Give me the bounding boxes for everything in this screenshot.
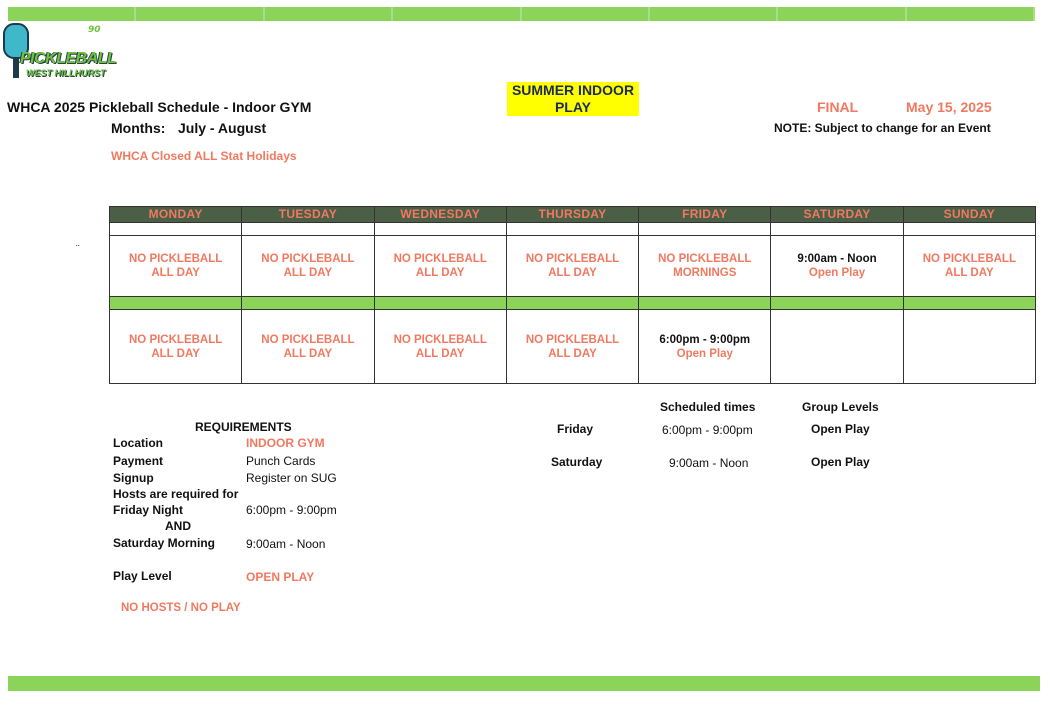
- season-line-1: SUMMER INDOOR: [511, 82, 635, 98]
- saturday-morning-label: Saturday Morning: [113, 536, 216, 550]
- blank-cell: [771, 222, 903, 235]
- no-hosts-note: NO HOSTS / NO PLAY: [121, 602, 241, 614]
- page-title: WHCA 2025 Pickleball Schedule - Indoor GYM: [7, 99, 312, 115]
- schedule-cell: [374, 310, 506, 384]
- schedule-date: May 15, 2025: [906, 99, 992, 115]
- summary-day: Saturday: [551, 455, 603, 469]
- schedule-cell: [506, 235, 638, 296]
- schedule-cell: [110, 310, 242, 384]
- blank-cell: [639, 222, 771, 235]
- cell-line-1: NO PICKLEBALL: [129, 333, 223, 346]
- schedule-cell: [903, 235, 1035, 296]
- hosts-required-label: Hosts are required for: [113, 487, 239, 501]
- weekly-schedule-table: [109, 206, 1036, 384]
- summary-time: 9:00am - Noon: [669, 456, 749, 470]
- blank-cell: [374, 222, 506, 235]
- blank-row: [110, 222, 1036, 235]
- top-green-bar: [8, 7, 1035, 21]
- cell-line-1: NO PICKLEBALL: [525, 253, 620, 265]
- cell-line-2: ALL DAY: [945, 267, 994, 279]
- green-separator-row: [110, 297, 1036, 310]
- play-level-label: Play Level: [113, 569, 172, 583]
- blank-cell: [110, 222, 242, 235]
- cell-line-2: ALL DAY: [415, 267, 465, 279]
- season-line-2: PLAY: [554, 99, 592, 115]
- months-label: Months:: [111, 120, 166, 136]
- separator-cell: [903, 297, 1035, 310]
- separator-cell: [506, 297, 638, 310]
- day-header: SUNDAY: [903, 207, 1035, 223]
- cell-line-2: Open Play: [808, 267, 866, 279]
- signup-label: Signup: [113, 471, 154, 485]
- play-level-value: OPEN PLAY: [246, 570, 315, 584]
- cell-line-2: Open Play: [676, 347, 733, 360]
- location-label: Location: [113, 436, 163, 450]
- summary-level: Open Play: [811, 455, 870, 469]
- cell-line-1: 9:00am - Noon: [797, 253, 877, 265]
- cell-line-1: NO PICKLEBALL: [261, 333, 355, 346]
- svg-text:90: 90: [88, 25, 101, 35]
- closed-holidays-note: WHCA Closed ALL Stat Holidays: [111, 149, 297, 163]
- cell-line-2: ALL DAY: [548, 347, 597, 360]
- summary-day: Friday: [557, 422, 594, 436]
- cell-line-1: NO PICKLEBALL: [525, 333, 620, 346]
- schedule-cell: [639, 235, 771, 296]
- season-banner: [507, 82, 639, 116]
- requirements-heading: REQUIREMENTS: [195, 420, 292, 434]
- schedule-cell: [506, 310, 638, 384]
- summary-time: 6:00pm - 9:00pm: [662, 423, 753, 437]
- cell-line-1: NO PICKLEBALL: [922, 253, 1016, 265]
- friday-night-value: 6:00pm - 9:00pm: [246, 503, 337, 517]
- separator-cell: [639, 297, 771, 310]
- cell-line-2: ALL DAY: [415, 347, 465, 360]
- cell-line-2: ALL DAY: [283, 267, 333, 279]
- schedule-cell: [374, 235, 506, 296]
- schedule-cell: [110, 235, 242, 296]
- day-header: THURSDAY: [506, 207, 638, 223]
- schedule-cell: [771, 235, 903, 296]
- blank-cell: [242, 222, 374, 235]
- signup-value: Register on SUG: [246, 471, 337, 485]
- cell-line-2: ALL DAY: [283, 347, 333, 360]
- logo-text-pickleball: PICKLEBALL: [20, 50, 117, 67]
- day-header-row: [110, 207, 1036, 223]
- scheduled-times-heading: Scheduled times: [660, 400, 756, 414]
- schedule-cell: [242, 235, 374, 296]
- separator-cell: [242, 297, 374, 310]
- day-header: WEDNESDAY: [374, 207, 506, 223]
- status-final: FINAL: [817, 99, 859, 115]
- blank-cell: [903, 222, 1035, 235]
- cell-line-1: NO PICKLEBALL: [129, 253, 223, 265]
- schedule-row-evening: [110, 310, 1036, 384]
- separator-cell: [110, 297, 242, 310]
- cell-line-2: ALL DAY: [151, 347, 200, 360]
- cell-line-2: ALL DAY: [548, 267, 597, 279]
- cell-line-1: NO PICKLEBALL: [393, 253, 487, 265]
- cell-line-1: 6:00pm - 9:00pm: [659, 333, 751, 346]
- payment-value: Punch Cards: [246, 454, 316, 468]
- cell-line-2: ALL DAY: [151, 267, 200, 279]
- payment-label: Payment: [113, 454, 164, 468]
- day-header: MONDAY: [110, 207, 242, 223]
- blank-cell: [506, 222, 638, 235]
- cell-line-1: NO PICKLEBALL: [658, 253, 752, 265]
- schedule-cell: [242, 310, 374, 384]
- schedule-row-morning: [110, 235, 1036, 296]
- schedule-cell: [903, 310, 1035, 384]
- day-header: SATURDAY: [771, 207, 903, 223]
- day-header: TUESDAY: [242, 207, 374, 223]
- schedule-cell: [639, 310, 771, 384]
- stray-dots: ¨: [76, 244, 80, 255]
- cell-line-1: NO PICKLEBALL: [261, 253, 355, 265]
- months-value: July - August: [178, 120, 267, 136]
- bottom-green-bar: [8, 676, 1040, 691]
- change-note: NOTE: Subject to change for an Event: [774, 121, 991, 135]
- saturday-morning-value: 9:00am - Noon: [246, 537, 326, 551]
- cell-line-2: MORNINGS: [673, 267, 737, 279]
- cell-line-1: NO PICKLEBALL: [393, 333, 487, 346]
- summary-level: Open Play: [811, 422, 870, 436]
- separator-cell: [771, 297, 903, 310]
- group-levels-heading: Group Levels: [802, 400, 879, 414]
- and-label: AND: [165, 519, 191, 533]
- friday-night-label: Friday Night: [113, 503, 184, 517]
- day-header: FRIDAY: [639, 207, 771, 223]
- separator-cell: [374, 297, 506, 310]
- location-value: INDOOR GYM: [246, 436, 325, 450]
- schedule-cell: [771, 310, 903, 384]
- logo-text-west-hillhurst: WEST HILLHURST: [26, 68, 106, 78]
